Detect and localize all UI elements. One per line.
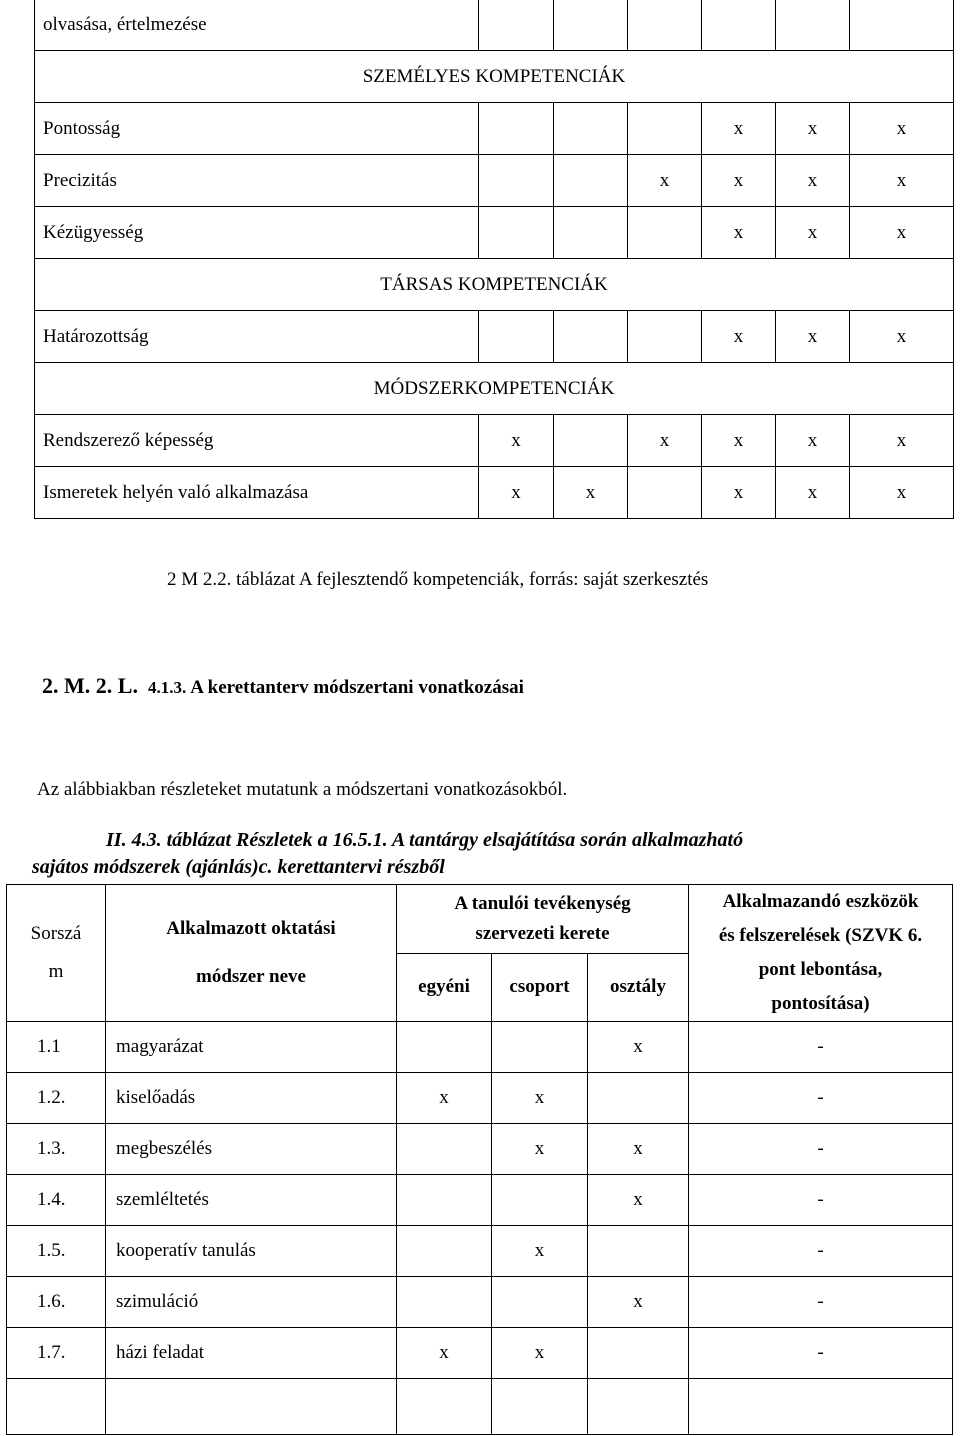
tools-cell: - <box>689 1124 953 1175</box>
mark-cell: x <box>702 467 776 519</box>
empty-cell <box>397 1379 492 1435</box>
header-text: és felszerelések (SZVK 6. <box>718 925 923 946</box>
row-number: 1.4. <box>7 1175 106 1226</box>
table-row <box>7 1073 953 1124</box>
empty-cell <box>689 1379 953 1435</box>
mark-cell <box>554 207 628 259</box>
header-csoport: csoport <box>492 953 588 1022</box>
mark-cell: x <box>776 103 850 155</box>
method-name: magyarázat <box>106 1022 397 1073</box>
header-text: pontosítása) <box>771 993 870 1014</box>
mark-cell <box>479 207 554 259</box>
table-row <box>7 1379 953 1435</box>
row-number: 1.7. <box>7 1328 106 1379</box>
mark-cell <box>628 103 702 155</box>
table-caption-line2: sajátos módszerek (ajánlás)c. kerettantervi részből <box>32 856 445 878</box>
mark-cell: x <box>776 415 850 467</box>
table-caption: 2 M 2.2. táblázat A fejlesztendő kompetenciák, forrás: saját szerkesztés <box>167 569 709 590</box>
mark-egyeni <box>397 1022 492 1073</box>
row-number: 1.3. <box>7 1124 106 1175</box>
table-row <box>35 51 954 103</box>
tools-cell: - <box>689 1277 953 1328</box>
mark-cell <box>628 207 702 259</box>
mark-egyeni: x <box>397 1073 492 1124</box>
tools-cell: - <box>689 1328 953 1379</box>
header-text: m <box>48 961 64 982</box>
table-row <box>35 467 954 519</box>
mark-cell: x <box>554 467 628 519</box>
mark-cell: x <box>702 311 776 363</box>
mark-cell <box>554 155 628 207</box>
mark-cell: x <box>776 155 850 207</box>
header-text: Alkalmazandó eszközök <box>722 891 919 912</box>
method-name: megbeszélés <box>106 1124 397 1175</box>
row-label: olvasása, értelmezése <box>35 0 479 51</box>
table-caption-line1: II. 4.3. táblázat Részletek a 16.5.1. A tantárgy elsajátítása során alkalmazható <box>106 829 744 851</box>
tools-cell: - <box>689 1226 953 1277</box>
row-number: 1.6. <box>7 1277 106 1328</box>
method-name: szimuláció <box>106 1277 397 1328</box>
mark-osztaly <box>588 1328 689 1379</box>
table-row <box>7 1175 953 1226</box>
table-row <box>35 207 954 259</box>
mark-cell <box>628 311 702 363</box>
tools-cell: - <box>689 1022 953 1073</box>
table-row <box>7 1022 953 1073</box>
mark-osztaly <box>588 1073 689 1124</box>
row-label: Rendszerező képesség <box>35 415 479 467</box>
table-row <box>7 1124 953 1175</box>
mark-cell: x <box>702 415 776 467</box>
table-row <box>7 1328 953 1379</box>
mark-cell: x <box>702 155 776 207</box>
table-row <box>35 103 954 155</box>
mark-cell: x <box>628 155 702 207</box>
mark-cell: x <box>479 415 554 467</box>
heading-number: 2. M. 2. L. <box>42 673 138 698</box>
table-row <box>35 259 954 311</box>
mark-cell <box>554 415 628 467</box>
row-label: Ismeretek helyén való alkalmazása <box>35 467 479 519</box>
row-label: Pontosság <box>35 103 479 155</box>
table-row <box>35 155 954 207</box>
header-osztaly: osztály <box>588 953 689 1022</box>
mark-osztaly: x <box>588 1124 689 1175</box>
mark-csoport <box>492 1175 588 1226</box>
methods-table <box>6 884 953 1435</box>
mark-osztaly: x <box>588 1175 689 1226</box>
mark-cell <box>628 467 702 519</box>
mark-osztaly: x <box>588 1277 689 1328</box>
header-text: pont lebontása, <box>758 959 883 980</box>
mark-cell: x <box>850 415 954 467</box>
table-row <box>35 363 954 415</box>
mark-cell <box>554 103 628 155</box>
mark-csoport <box>492 1022 588 1073</box>
mark-cell: x <box>479 467 554 519</box>
intro-paragraph: Az alábbiakban részleteket mutatunk a módszertani vonatkozásokból. <box>37 779 568 800</box>
mark-cell <box>479 311 554 363</box>
section-header: SZEMÉLYES KOMPETENCIÁK <box>35 51 954 103</box>
mark-cell: x <box>776 207 850 259</box>
header-text: Sorszá <box>30 923 82 944</box>
header-activity <box>397 885 689 954</box>
empty-cell <box>7 1379 106 1435</box>
empty-cell <box>492 1379 588 1435</box>
row-number: 1.5. <box>7 1226 106 1277</box>
empty-cell <box>588 1379 689 1435</box>
row-label: Határozottság <box>35 311 479 363</box>
row-label: Kézügyesség <box>35 207 479 259</box>
table-row <box>7 1226 953 1277</box>
mark-cell: x <box>702 103 776 155</box>
mark-csoport: x <box>492 1226 588 1277</box>
mark-cell: x <box>850 311 954 363</box>
mark-egyeni: x <box>397 1328 492 1379</box>
mark-csoport: x <box>492 1124 588 1175</box>
table-row <box>35 0 954 51</box>
table-row <box>7 1277 953 1328</box>
section-header: MÓDSZERKOMPETENCIÁK <box>35 363 954 415</box>
method-name: kiselőadás <box>106 1073 397 1124</box>
mark-egyeni <box>397 1175 492 1226</box>
header-text: módszer neve <box>196 966 306 987</box>
header-tools <box>689 885 953 1022</box>
header-text: A tanulói tevékenység <box>454 892 631 914</box>
method-name: szemléltetés <box>106 1175 397 1226</box>
mark-cell: x <box>850 103 954 155</box>
mark-egyeni <box>397 1277 492 1328</box>
table-row <box>35 311 954 363</box>
method-name: kooperatív tanulás <box>106 1226 397 1277</box>
header-sorszam <box>7 885 106 1022</box>
row-label: Precizitás <box>35 155 479 207</box>
mark-cell: x <box>776 311 850 363</box>
mark-egyeni <box>397 1124 492 1175</box>
section-heading <box>42 673 524 699</box>
mark-osztaly: x <box>588 1022 689 1073</box>
section-header: TÁRSAS KOMPETENCIÁK <box>35 259 954 311</box>
mark-egyeni <box>397 1226 492 1277</box>
header-text: szervezeti kerete <box>475 922 610 944</box>
heading-text: A kerettanterv módszertani vonatkozásai <box>190 677 524 698</box>
heading-subnumber: 4.1.3. <box>147 678 187 697</box>
mark-cell: x <box>628 415 702 467</box>
header-text: Alkalmazott oktatási <box>166 918 336 939</box>
tools-cell: - <box>689 1073 953 1124</box>
row-number: 1.2. <box>7 1073 106 1124</box>
mark-csoport: x <box>492 1073 588 1124</box>
tools-cell: - <box>689 1175 953 1226</box>
method-name: házi feladat <box>106 1328 397 1379</box>
table-row <box>35 415 954 467</box>
header-egyeni: egyéni <box>397 953 492 1022</box>
mark-csoport <box>492 1277 588 1328</box>
mark-cell: x <box>850 467 954 519</box>
competency-table <box>34 0 954 519</box>
mark-cell: x <box>850 155 954 207</box>
mark-cell <box>554 311 628 363</box>
row-number: 1.1 <box>7 1022 106 1073</box>
empty-cell <box>106 1379 397 1435</box>
mark-cell: x <box>702 207 776 259</box>
mark-cell <box>479 155 554 207</box>
header-method <box>106 885 397 1022</box>
mark-osztaly <box>588 1226 689 1277</box>
mark-cell <box>479 103 554 155</box>
mark-csoport: x <box>492 1328 588 1379</box>
mark-cell: x <box>776 467 850 519</box>
mark-cell: x <box>850 207 954 259</box>
